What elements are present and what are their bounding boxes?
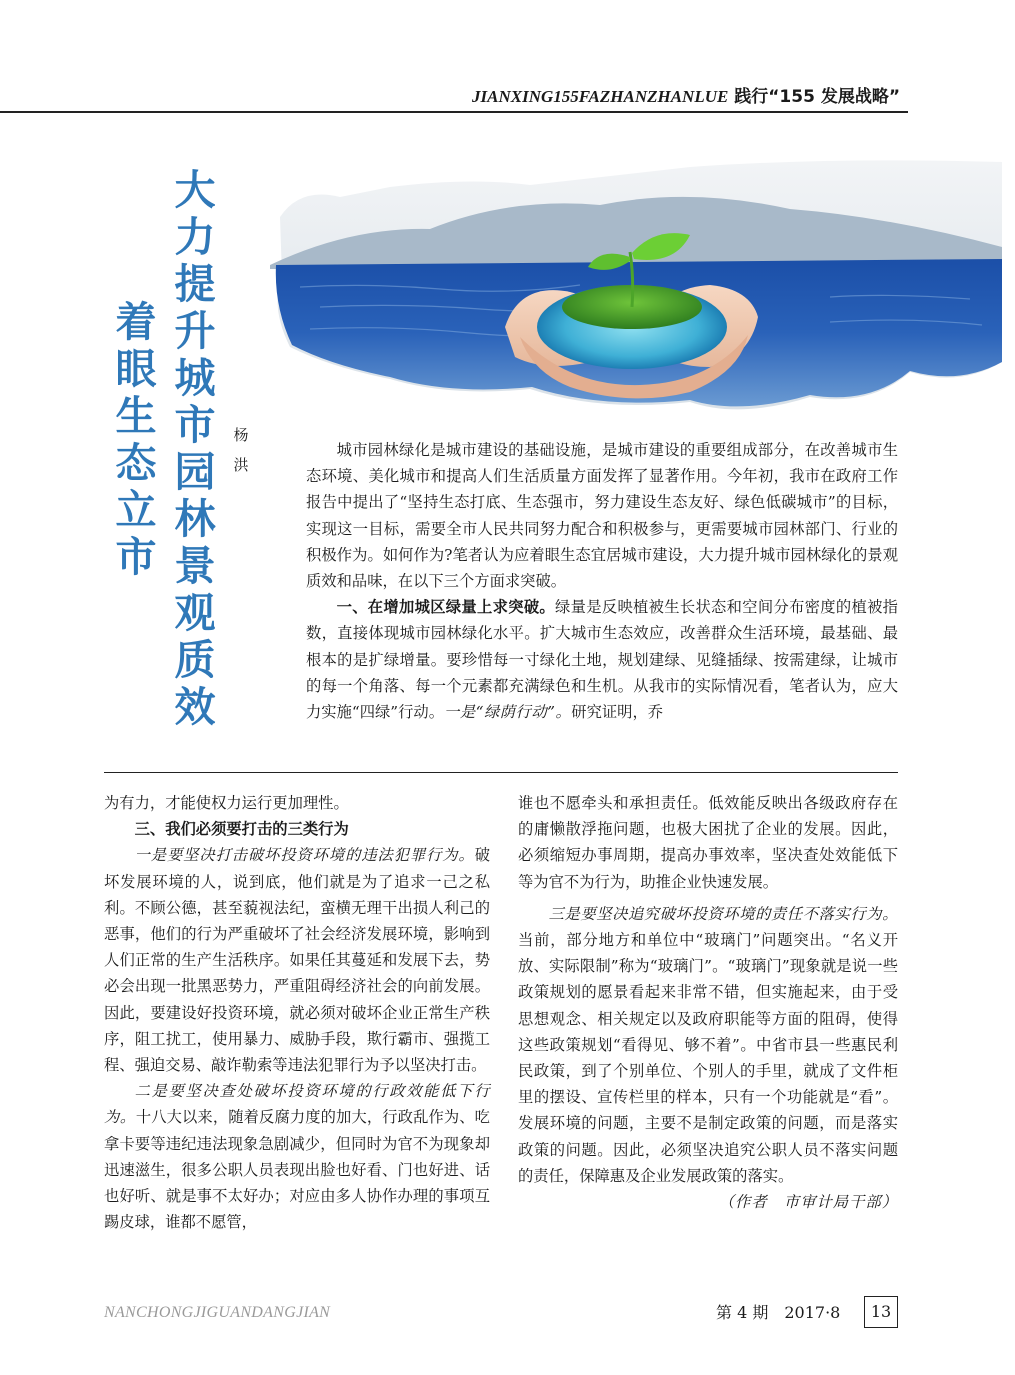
page-number: 13 (864, 1296, 898, 1328)
right-col-paragraph-1 (518, 901, 898, 1189)
right-column (518, 790, 898, 1215)
article-title (167, 167, 223, 731)
magazine-name-footer: NANCHONGJIGUANDANGJIAN (104, 1304, 331, 1321)
title-char: 林 (174, 495, 216, 543)
point-one-lead: 一是要坚决打击破坏投资环境的违法犯罪行为。 (134, 846, 475, 865)
section-one-heading: 一、在增加城区绿量上求突破。 (336, 598, 556, 617)
section-one-emphasis: 一是“绿荫行动”。 (444, 703, 572, 722)
title-char: 园 (174, 448, 216, 496)
author-char: 杨 (233, 426, 249, 444)
author-affiliation: （作者 市审计局干部） (718, 1193, 898, 1212)
issue-info: 第 4 期 2017·8 (716, 1303, 841, 1322)
title-char: 质 (174, 636, 216, 684)
author-char: 洪 (233, 456, 249, 474)
left-col-carryover: 为有力，才能使权力运行更加理性。 (104, 794, 349, 812)
point-three-lead: 三是要坚决追究破坏投资环境的责任不落实行为。 (548, 904, 898, 923)
author-name (226, 420, 256, 480)
section-one-text: 绿量是反映植被生长状态和空间分布密度的植被指数，直接体现城市园林绿化水平。扩大城市生态效应，改善群众生活环境，最基础、最根本的是扩绿增量。要珍惜每一寸绿化土地，规划建绿、见缝插绿、按需建绿，让城市的每一个角落、每一个元素都充满绿色和生机。从我市的实际情况看，笔者认为，应大力实施“四绿”行动。 (306, 598, 898, 722)
subtitle-char: 市 (115, 533, 157, 581)
header-chinese: 践行“155 发展战略” (728, 87, 900, 107)
title-char: 市 (174, 401, 216, 449)
point-two-lead: 二是要坚决查处破坏投资环境的行政效能低下行为。 (104, 1082, 490, 1127)
intro-paragraph: 城市园林绿化是城市建设的基础设施，是城市建设的重要组成部分，在改善城市生态环境、美化城市和提高人们生活质量方面发挥了显著作用。今年初，我市在政府工作报告中提出了“坚持生态打底、生态强市，努力建设生态友好、绿色低碳城市”的目标，实现这一目标，需要全市人民共同努力配合和积极参与，更需要城市园林部门、行业的积极作为。如何作为?笔者认为应着眼生态宜居城市建设，大力提升城市园林绿化的景观质效和品味，在以下三个方面求突破。 (306, 441, 898, 591)
article-intro (306, 437, 898, 725)
title-char: 大 (174, 166, 216, 214)
title-char: 力 (174, 213, 216, 261)
subtitle-char: 态 (115, 439, 157, 487)
hands-seedling-illustration (270, 157, 1002, 419)
title-char: 城 (174, 354, 216, 402)
subtitle-char: 生 (115, 392, 157, 440)
running-header (440, 84, 900, 109)
point-three-text: 当前，部分地方和单位中“玻璃门”问题突出。“名义开放、实际限制”称为“玻璃门”。“玻璃门”现象就是说一些政策规划的愿景看起来非常不错，但实施起来，由于受思想观念、相关规定以及政府职能等方面的阻碍，使得这些政策规划“看得见、够不着”。中省市县一些惠民利民政策，到了个别单位、个别人的手里，就成了文件柜里的摆设、宣传栏里的样本，只有一个功能就是“看”。发展环境的问题，主要不是制定政策的问题，而是落实政策的问题。因此，必须坚决追究公职人员不落实问题的责任，保障惠及企业发展政策的落实。 (518, 931, 898, 1185)
subtitle-char: 眼 (115, 345, 157, 393)
title-char: 升 (174, 307, 216, 355)
title-char: 提 (174, 260, 216, 308)
left-column (104, 790, 490, 1235)
section-one-tail: 研究证明，乔 (571, 703, 664, 722)
right-col-carryover: 谁也不愿牵头和承担责任。低效能反映出各级政府存在的庸懒散浮拖问题，也极大困扰了企业的发展。因此，必须缩短办事周期，提高办事效率，坚决查处效能低下等为官不为行为，助推企业快速发展。 (518, 794, 898, 891)
section-three-heading: 三、我们必须要打击的三类行为 (134, 820, 349, 839)
title-char: 观 (174, 589, 216, 637)
section-divider (104, 772, 898, 773)
header-pinyin: JIANXING155FAZHANZHANLUE (472, 87, 729, 106)
article-subtitle (108, 299, 164, 581)
left-col-paragraph-2 (104, 1078, 490, 1235)
header-rule (0, 111, 908, 113)
section-one-paragraph (306, 594, 898, 725)
point-one-text: 破坏发展环境的人，说到底，他们就是为了追求一己之私利。不顾公德，甚至藐视法纪，蛮横无理干出损人利己的恶事，他们的行为严重破坏了社会经济发展环境，影响到人们正常的生产生活秩序。如果任其蔓延和发展下去，势必会出现一批黑恶势力，严重阻碍经济社会的向前发展。因此，要建设好投资环境，就必须对破坏企业正常生产秩序，阻工扰工，使用暴力、威胁手段，欺行霸市、强揽工程、强迫交易、敲诈勒索等违法犯罪行为予以坚决打击。 (104, 846, 490, 1075)
subtitle-char: 立 (115, 486, 157, 534)
title-char: 效 (174, 683, 216, 731)
point-two-text: 十八大以来，随着反腐力度的加大，行政乱作为、吃拿卡要等违纪违法现象急剧减少，但同时为官不为现象却迅速滋生，很多公职人员表现出脸也好看、门也好进、话也好听、就是事不太好办；对应由多人协作办理的事项互踢皮球，谁都不愿管， (104, 1108, 490, 1232)
left-col-paragraph-1 (104, 842, 490, 1078)
title-char: 景 (174, 542, 216, 590)
subtitle-char: 着 (115, 298, 157, 346)
